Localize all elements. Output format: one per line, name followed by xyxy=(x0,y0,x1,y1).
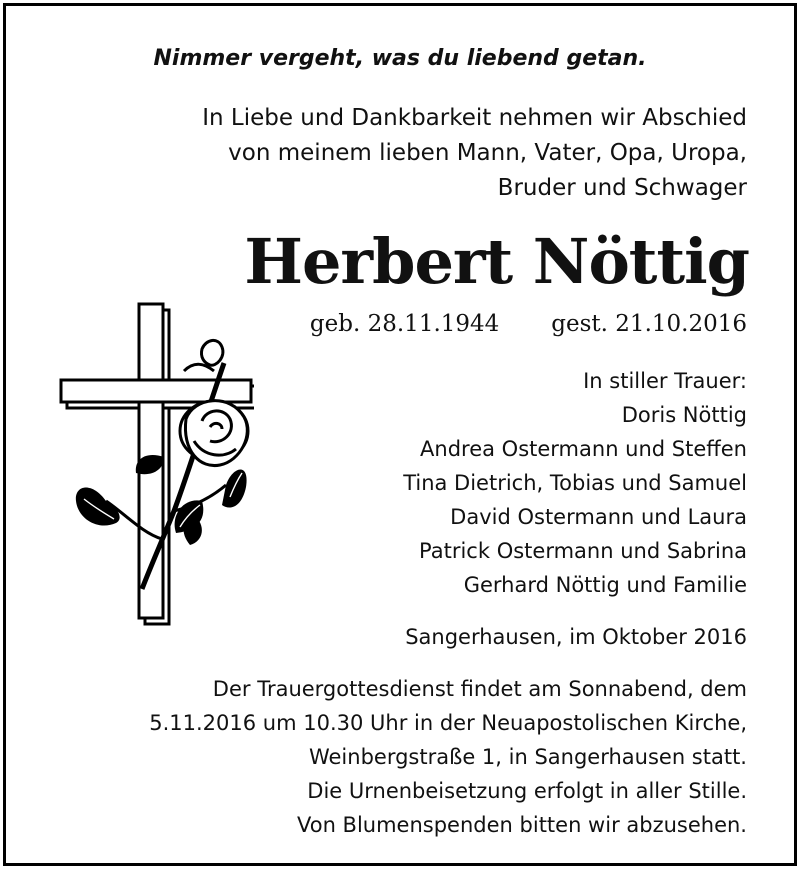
intro-line: von meinem lieben Mann, Vater, Opa, Uropa, xyxy=(228,140,747,166)
mourner: Patrick Ostermann und Sabrina xyxy=(419,539,747,563)
mourner: Andrea Ostermann und Steffen xyxy=(420,437,747,461)
cross-with-rose-icon xyxy=(54,301,254,631)
life-dates xyxy=(310,308,747,340)
deceased-name: Herbert Nöttig xyxy=(244,225,749,298)
motto: Nimmer vergeht, was du liebend getan. xyxy=(153,46,647,71)
mourner: David Ostermann und Laura xyxy=(450,505,747,529)
service-notice xyxy=(149,672,747,842)
mourner: Doris Nöttig xyxy=(621,403,747,427)
mourner: Tina Dietrich, Tobias und Samuel xyxy=(403,471,747,495)
intro-text xyxy=(202,101,747,206)
obituary-frame xyxy=(3,3,797,866)
service-line: Die Urnenbeisetzung erfolgt in aller Stille. xyxy=(307,779,747,803)
mourner: Gerhard Nöttig und Familie xyxy=(463,573,747,597)
mourners-list xyxy=(403,364,747,602)
intro-line: In Liebe und Dankbarkeit nehmen wir Abschied xyxy=(202,105,747,131)
birth-date: geb. 28.11.1944 xyxy=(309,311,500,337)
intro-line: Bruder und Schwager xyxy=(497,175,747,201)
service-line: Von Blumenspenden bitten wir abzusehen. xyxy=(296,813,747,837)
service-line: 5.11.2016 um 10.30 Uhr in der Neuapostolischen Kirche, xyxy=(149,711,747,735)
service-line: Der Trauergottesdienst findet am Sonnabend, dem xyxy=(212,677,747,701)
mourning-heading: In stiller Trauer: xyxy=(583,369,747,393)
service-line: Weinbergstraße 1, in Sangerhausen statt. xyxy=(308,745,747,769)
place-date: Sangerhausen, im Oktober 2016 xyxy=(405,625,747,649)
death-date: gest. 21.10.2016 xyxy=(551,311,747,337)
